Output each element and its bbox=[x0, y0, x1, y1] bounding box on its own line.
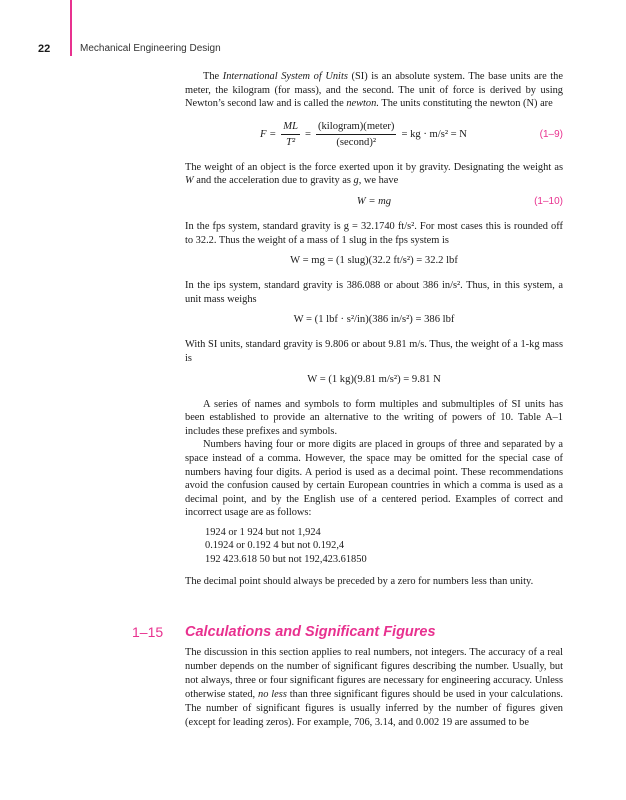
paragraph-prefixes: A series of names and symbols to form multiples and submultiples of SI units has been established to provide an alternative to the writing of powers of 10. Table A–1 includes these prefixes and symbols. bbox=[185, 398, 563, 437]
equation-1-9: F = $\frac{ML}{\text{T²}}$ = $\frac{\text{(kilogram)(meter)}}{\text{(second)²}}$ = kg · m/s² = N (1–9) bbox=[260, 121, 563, 149]
example-item: 192 423.618 50 but not 192,423.61850 bbox=[205, 554, 367, 566]
main-text bbox=[185, 70, 563, 588]
equation-fps-weight: W = mg = (1 slug)(32.2 ft/s²) = 32.2 lbf bbox=[290, 255, 458, 267]
eq1-lhs: F = bbox=[260, 128, 277, 140]
eq1-rhs: = kg · m/s² = N bbox=[401, 128, 467, 140]
section-text bbox=[185, 646, 563, 730]
equation-1-10: W = mg (1–10) bbox=[356, 195, 563, 207]
examples-list bbox=[205, 526, 563, 567]
eq1-fraction-ml: $\frac{ML}{\text{T²}}$ bbox=[283, 121, 298, 149]
equation-number: (1–9) bbox=[539, 128, 563, 140]
example-item: 1924 or 1 924 but not 1,924 bbox=[205, 526, 321, 538]
paragraph-significant-figures: The discussion in this section applies to real numbers, not integers. The accuracy of a real number depends on the number of significant figures describing the number. Usually, but not always, three or four significant figures are necessary for engineering accuracy. Unless otherwise stated, no less than three significant figures should be used in your calculations. The number of significant figures is usually inferred by the number of figures given (except for leading zeros). For example, 706, 3.14, and 0.002 19 are assumed to be bbox=[185, 647, 563, 728]
equation-si-weight: W = (1 kg)(9.81 m/s²) = 9.81 N bbox=[307, 373, 441, 385]
section-number: 1–15 bbox=[132, 624, 164, 640]
paragraph-si-units: The International System of Units (SI) is an absolute system. The base units are the meter, the kilogram (for mass), and the second. The unit of force is derived by using Newton’s second law and is called the newton. The units constituting the newton (N) are bbox=[185, 71, 563, 110]
paragraph-si-gravity: With SI units, standard gravity is 9.806 or about 9.81 m/s. Thus, the weight of a 1-kg mass is bbox=[185, 339, 563, 364]
equation-number: (1–10) bbox=[534, 195, 563, 207]
running-title: Mechanical Engineering Design bbox=[80, 43, 221, 54]
section-title: Calculations and Significant Figures bbox=[185, 624, 436, 640]
paragraph-ips: In the ips system, standard gravity is 386.088 or about 386 in/s². Thus, in this system, a unit mass weighs bbox=[185, 280, 563, 305]
paragraph-fps: In the fps system, standard gravity is g = 32.1740 ft/s². For most cases this is rounded off to 32.2. Thus the weight of a mass of 1 slug in the fps system is bbox=[185, 220, 563, 246]
example-item: 0.1924 or 0.192 4 but not 0.192,4 bbox=[205, 540, 345, 552]
page-number: 22 bbox=[38, 43, 51, 55]
paragraph-decimal-point: The decimal point should always be preceded by a zero for numbers less than unity. bbox=[185, 575, 534, 587]
eq1-fraction-units: $\frac{\text{(kilogram)(meter)}}{\text{(second)²}}$ bbox=[317, 121, 395, 149]
paragraph-weight: The weight of an object is the force exerted upon it by gravity. Designating the weight as W and the acceleration due to gravity as g, we have bbox=[185, 161, 563, 187]
page-header bbox=[0, 43, 626, 59]
equation-ips-weight: W = (1 lbf · s²/in)(386 in/s²) = 386 lbf bbox=[293, 314, 455, 326]
section-heading bbox=[0, 624, 626, 644]
paragraph-digit-grouping: Numbers having four or more digits are placed in groups of three and separated by a space instead of a comma. However, the space may be omitted for the special case of numbers having four digits. A period is used as a decimal point. These recommendations avoid the confusion caused by certain European countries in which a comma is used as a decimal point, and by the English use of a centered period. Examples of correct and incorrect usage are as follows: bbox=[185, 439, 563, 519]
